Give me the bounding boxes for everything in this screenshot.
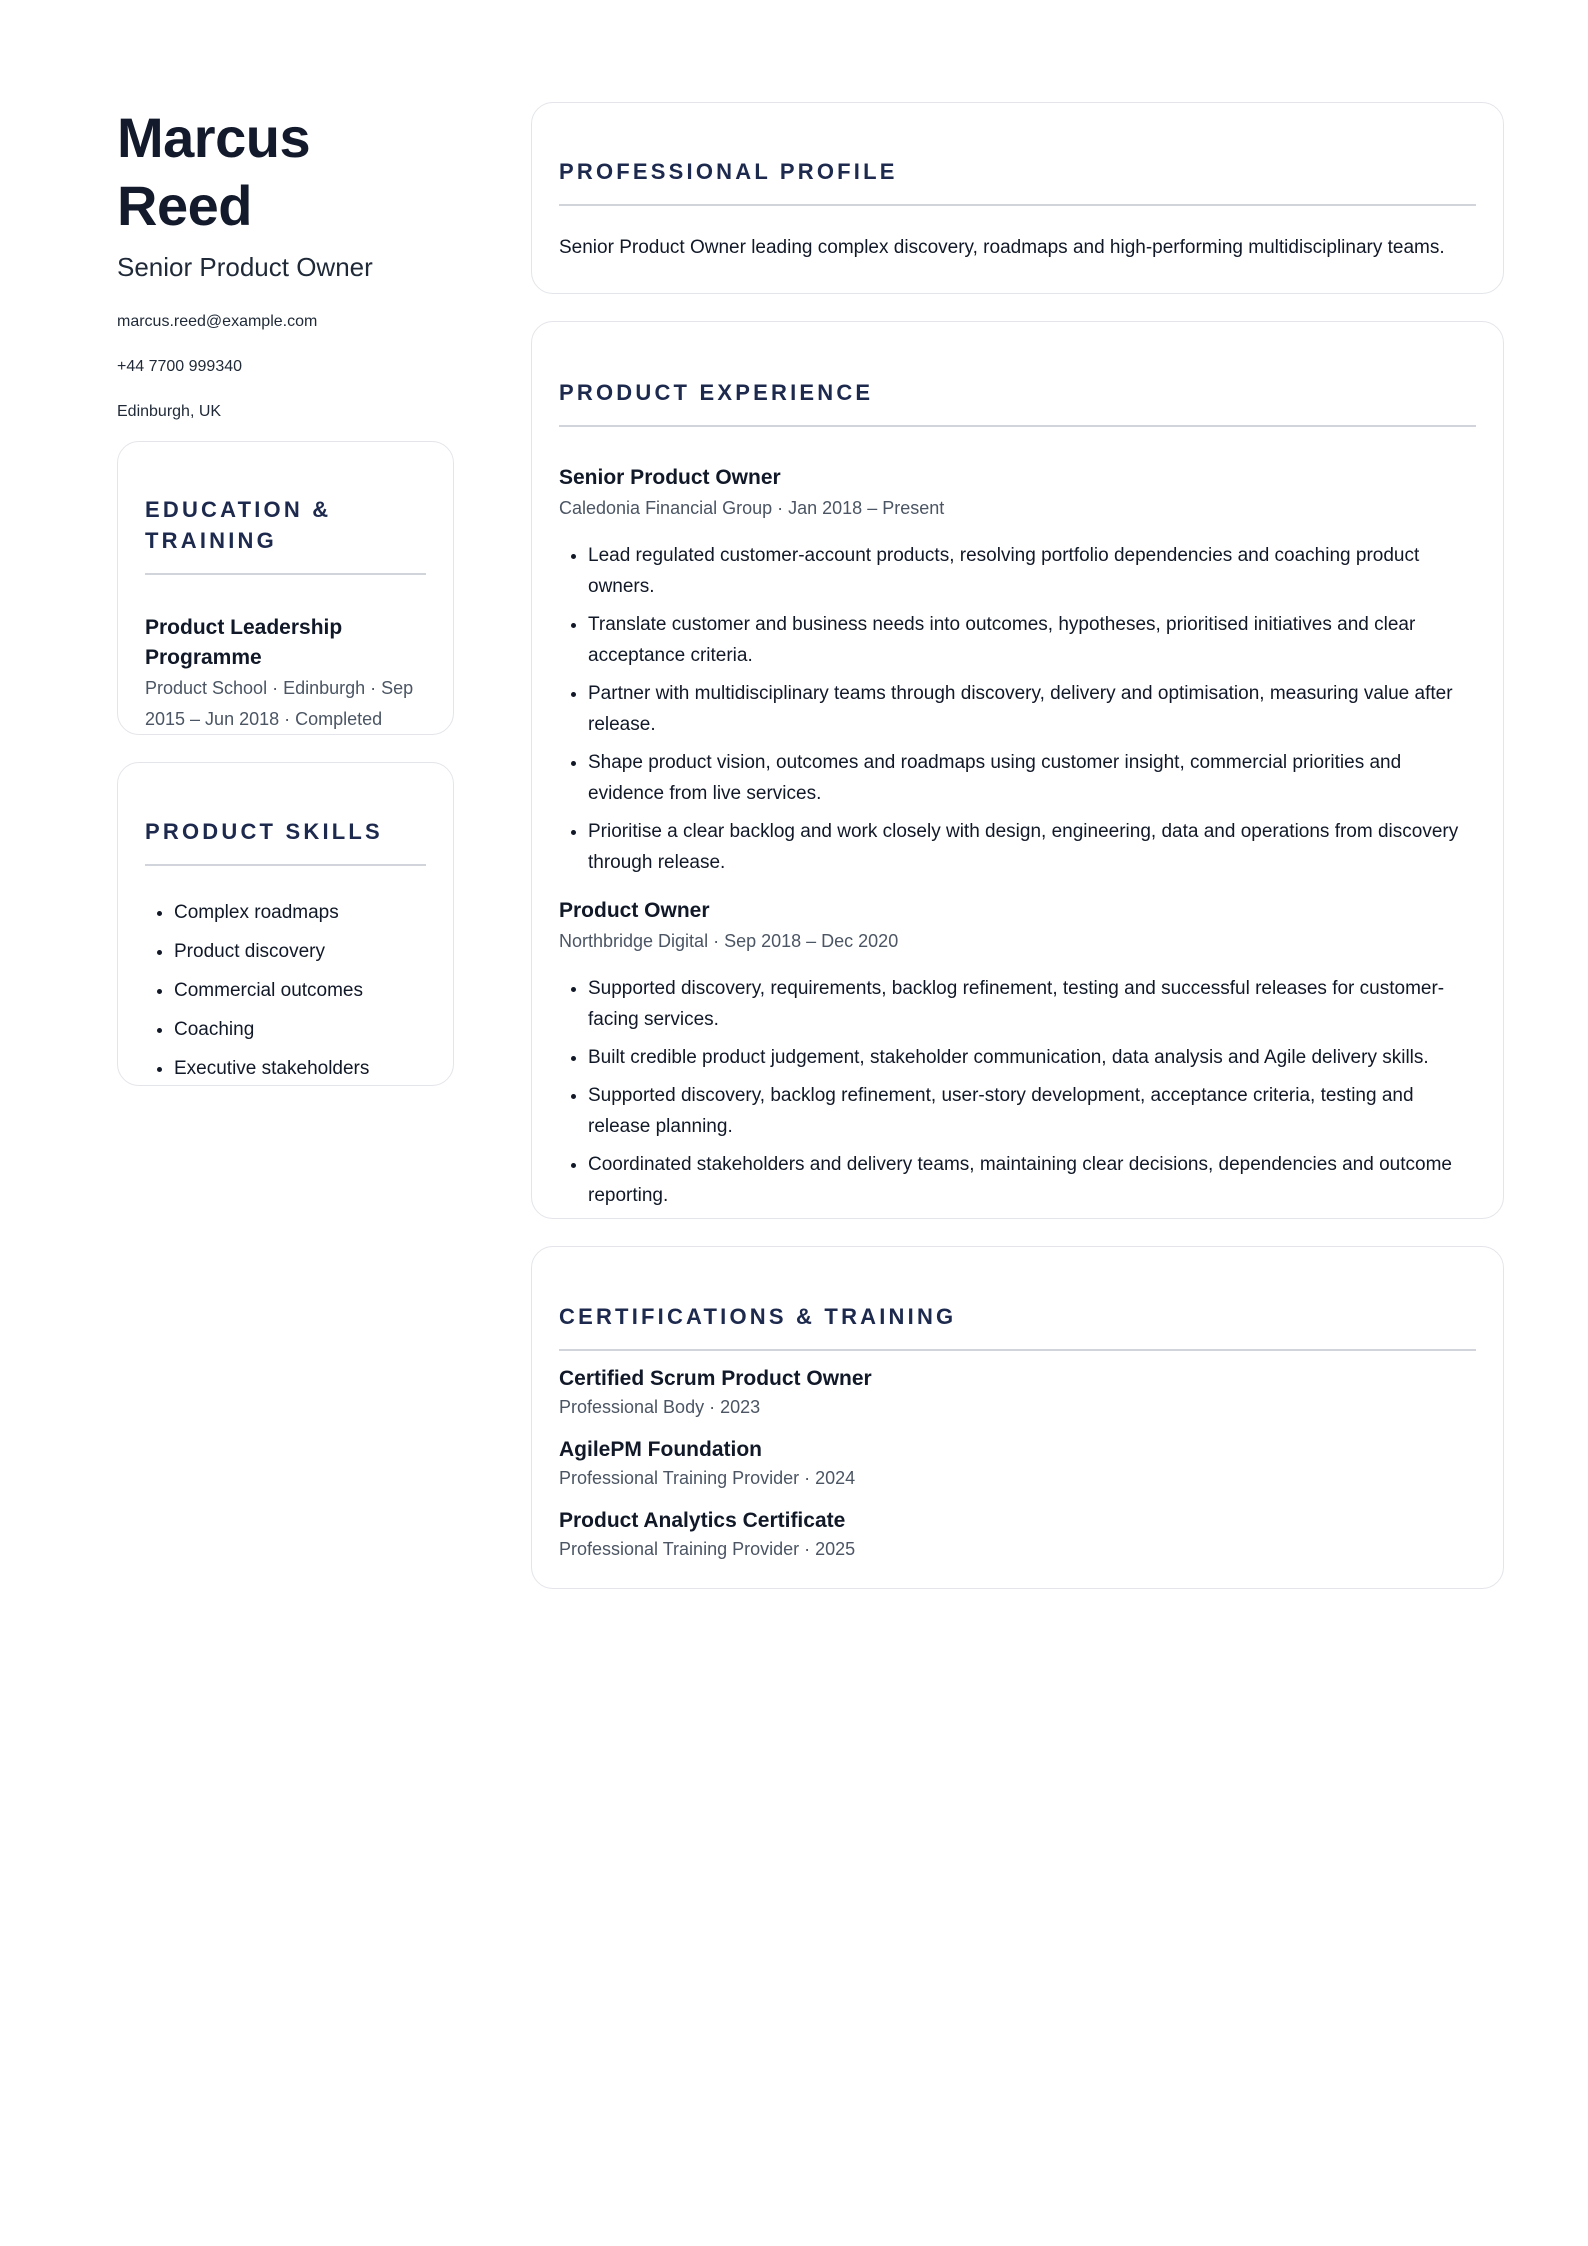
section-divider	[145, 864, 426, 866]
profile-heading: PROFESSIONAL PROFILE	[559, 159, 898, 184]
certifications-heading: CERTIFICATIONS & TRAINING	[559, 1304, 957, 1329]
skill-item: • Coaching	[174, 1014, 426, 1045]
job-meta: Caledonia Financial Group · Jan 2018 – Present	[559, 498, 945, 518]
certification-item	[559, 1364, 1476, 1421]
job-bullet: • Built credible product judgement, stakeholder communication, data analysis and Agile delivery skills.	[588, 1042, 1476, 1073]
job-entry	[559, 896, 1476, 1211]
experience-card	[531, 321, 1504, 1219]
header	[117, 104, 452, 448]
education-card	[117, 441, 454, 735]
education-heading: EDUCATION & TRAINING	[145, 497, 332, 553]
job-title: Senior Product Owner	[559, 466, 781, 489]
education-item-meta: Product School · Edinburgh · Sep 2015 – Jun 2018 · Completed	[145, 678, 414, 729]
certification-title: Product Analytics Certificate	[559, 1509, 846, 1532]
section-divider	[559, 1349, 1476, 1351]
job-bullet: • Supported discovery, backlog refinement, user-story development, acceptance criteria, testing and release planning.	[588, 1080, 1476, 1142]
education-item-title: Product Leadership Programme	[145, 616, 343, 669]
job-bullet: • Translate customer and business needs into outcomes, hypotheses, prioritised initiatives and clear acceptance criteria.	[588, 609, 1476, 671]
job-bullet: • Shape product vision, outcomes and roadmaps using customer insight, commercial priorities and evidence from live services.	[588, 747, 1476, 809]
profile-summary: Senior Product Owner leading complex discovery, roadmaps and high-performing multidisciplinary teams.	[559, 237, 1445, 258]
job-bullet: • Coordinated stakeholders and delivery teams, maintaining clear decisions, dependencies and outcome reporting.	[588, 1149, 1476, 1211]
skill-item: • Product discovery	[174, 936, 426, 967]
profile-card	[531, 102, 1504, 294]
contact-location: Edinburgh, UK	[117, 403, 222, 420]
skills-list	[145, 897, 426, 1084]
job-title: Product Owner	[559, 899, 710, 922]
certification-title: AgilePM Foundation	[559, 1438, 762, 1461]
skill-item: • Commercial outcomes	[174, 975, 426, 1006]
section-divider	[559, 425, 1476, 427]
job-bullets	[559, 540, 1476, 878]
candidate-title: Senior Product Owner	[117, 252, 373, 282]
section-divider	[145, 573, 426, 575]
job-bullet: • Lead regulated customer-account products, resolving portfolio dependencies and coaching product owners.	[588, 540, 1476, 602]
skills-heading: PRODUCT SKILLS	[145, 819, 383, 844]
contact-phone: +44 7700 999340	[117, 358, 243, 375]
certification-item	[559, 1506, 1476, 1563]
certification-title: Certified Scrum Product Owner	[559, 1367, 872, 1390]
contact-email: marcus.reed@example.com	[117, 313, 318, 330]
job-bullets	[559, 973, 1476, 1211]
job-bullet: • Prioritise a clear backlog and work closely with design, engineering, data and operations from discovery through release.	[588, 816, 1476, 878]
certification-meta: Professional Training Provider · 2025	[559, 1539, 856, 1559]
skill-item: • Complex roadmaps	[174, 897, 426, 928]
contact-info	[117, 313, 452, 421]
job-bullet: • Partner with multidisciplinary teams through discovery, delivery and optimisation, measuring value after release.	[588, 678, 1476, 740]
job-entry	[559, 463, 1476, 878]
candidate-name: Marcus Reed	[117, 106, 311, 237]
certification-item	[559, 1435, 1476, 1492]
certifications-card	[531, 1246, 1504, 1589]
job-meta: Northbridge Digital · Sep 2018 – Dec 2020	[559, 931, 899, 951]
skills-card	[117, 762, 454, 1086]
certification-meta: Professional Body · 2023	[559, 1397, 761, 1417]
skill-item: • Executive stakeholders	[174, 1053, 426, 1084]
job-bullet: • Supported discovery, requirements, backlog refinement, testing and successful releases for customer-facing services.	[588, 973, 1476, 1035]
section-divider	[559, 204, 1476, 206]
experience-heading: PRODUCT EXPERIENCE	[559, 380, 874, 405]
education-item	[145, 613, 426, 735]
certification-meta: Professional Training Provider · 2024	[559, 1468, 856, 1488]
